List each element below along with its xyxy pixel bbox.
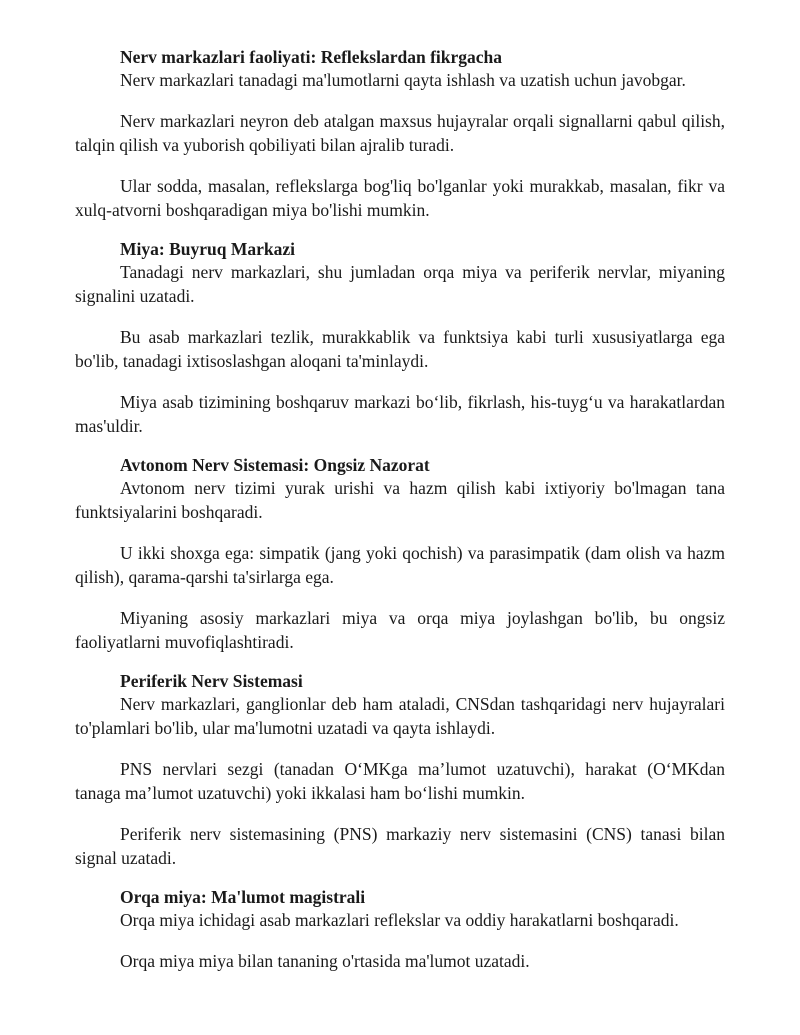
section-heading: Avtonom Nerv Sistemasi: Ongsiz Nazorat	[120, 455, 430, 475]
paragraph: Nerv markazlari, ganglionlar deb ham ataladi, CNSdan tashqaridagi nerv hujayralari to'plamlari bo'lib, ular ma'lumotni uzatadi va qayta ishlaydi.	[75, 694, 725, 738]
section-heading: Periferik Nerv Sistemasi	[120, 671, 303, 691]
paragraph: Bu asab markazlari tezlik, murakkablik va funktsiya kabi turli xususiyatlarga ega bo'lib, tanadagi ixtisoslashgan aloqani ta'minlaydi.	[75, 327, 725, 371]
section-spinal-cord	[75, 886, 725, 973]
section-reflexes	[75, 46, 725, 222]
paragraph: Ular sodda, masalan, reflekslarga bog'liq bo'lganlar yoki murakkab, masalan, fikr va xulq-atvorni boshqaradigan miya bo'lishi mumkin.	[75, 176, 725, 220]
section-heading: Miya: Buyruq Markazi	[120, 239, 295, 259]
paragraph: Miya asab tizimining boshqaruv markazi bo‘lib, fikrlash, his-tuyg‘u va harakatlardan mas'uldir.	[75, 392, 725, 436]
paragraph: U ikki shoxga ega: simpatik (jang yoki qochish) va parasimpatik (dam olish va hazm qilish), qarama-qarshi ta'sirlarga ega.	[75, 543, 725, 587]
paragraph: Avtonom nerv tizimi yurak urishi va hazm qilish kabi ixtiyoriy bo'lmagan tana funktsiyalarini boshqaradi.	[75, 478, 725, 522]
section-heading: Orqa miya: Ma'lumot magistrali	[120, 887, 366, 907]
paragraph: Nerv markazlari tanadagi ma'lumotlarni qayta ishlash va uzatish uchun javobgar.	[120, 70, 686, 90]
paragraph: Periferik nerv sistemasining (PNS) markaziy nerv sistemasini (CNS) tanasi bilan signal uzatadi.	[75, 824, 725, 868]
paragraph: Nerv markazlari neyron deb atalgan maxsus hujayralar orqali signallarni qabul qilish, talqin qilish va yuborish qobiliyati bilan ajralib turadi.	[75, 111, 725, 155]
paragraph: Tanadagi nerv markazlari, shu jumladan orqa miya va periferik nervlar, miyaning signalini uzatadi.	[75, 262, 725, 306]
section-heading: Nerv markazlari faoliyati: Reflekslardan fikrgacha	[120, 47, 503, 67]
paragraph: PNS nervlari sezgi (tanadan O‘MKga ma’lumot uzatuvchi), harakat (O‘MKdan tanaga ma’lumot uzatuvchi) yoki ikkalasi ham bo‘lishi mumkin.	[75, 759, 725, 803]
section-brain	[75, 238, 725, 438]
section-autonomic	[75, 454, 725, 654]
paragraph: Orqa miya miya bilan tananing o'rtasida ma'lumot uzatadi.	[120, 951, 530, 971]
paragraph: Orqa miya ichidagi asab markazlari reflekslar va oddiy harakatlarni boshqaradi.	[120, 910, 679, 930]
paragraph: Miyaning asosiy markazlari miya va orqa miya joylashgan bo'lib, bu ongsiz faoliyatlarni muvofiqlashtiradi.	[75, 608, 725, 652]
section-peripheral	[75, 670, 725, 870]
